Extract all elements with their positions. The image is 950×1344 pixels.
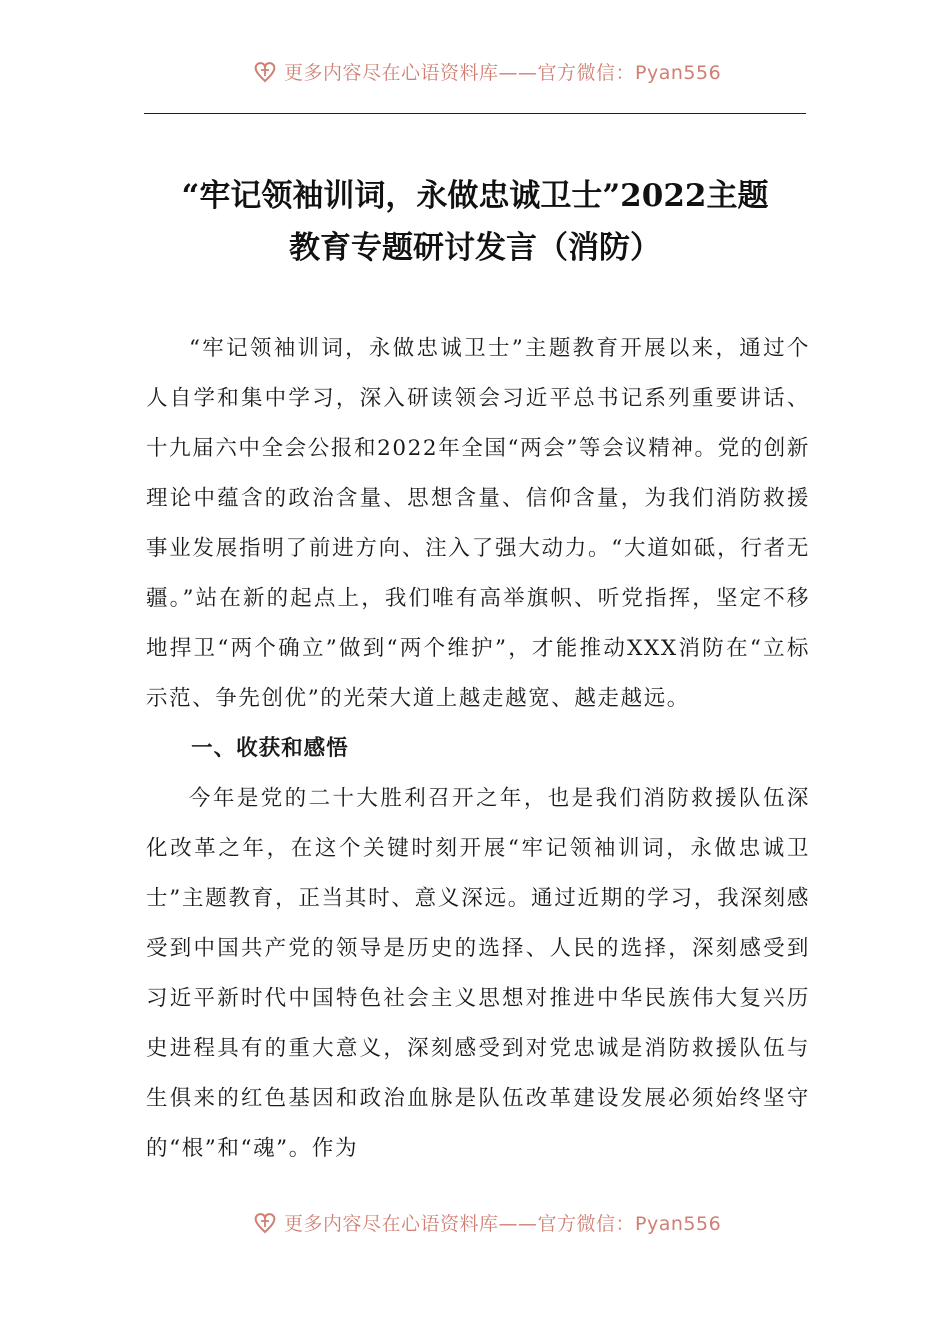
- document-body: [146, 324, 810, 1174]
- title-line-2: 教育专题研讨发言（消防）: [289, 230, 661, 266]
- title-line-1: “牢记领袖训词，永做忠诚卫士”2022主题: [181, 178, 769, 214]
- header-divider: [144, 113, 806, 114]
- watermark-text: 更多内容尽在心语资料库——官方微信：Pyan556: [284, 1213, 722, 1235]
- footer-watermark: [252, 1209, 721, 1236]
- section-heading-1: 一、收获和感悟: [191, 736, 349, 761]
- header-watermark: [252, 58, 721, 85]
- section-1-paragraph: 今年是党的二十大胜利召开之年，也是我们消防救援队伍深化改革之年，在这个关键时刻开展“牢记领袖训词，永做忠诚卫士”主题教育，正当其时、意义深远。通过近期的学习，我深刻感受到中国共产党的领导是历史的选择、人民的选择，深刻感受到习近平新时代中国特色社会主义思想对推进中华民族伟大复兴历史进程具有的重大意义，深刻感受到对党忠诚是消防救援队伍与生俱来的红色基因和政治血脉是队伍改革建设发展必须始终坚守的“根”和“魂”。作为: [146, 786, 810, 1161]
- intro-paragraph: “牢记领袖训词，永做忠诚卫士”主题教育开展以来，通过个人自学和集中学习，深入研读领会习近平总书记系列重要讲话、十九届六中全会公报和2022年全国“两会”等会议精神。党的创新理论中蕴含的政治含量、思想含量、信仰含量，为我们消防救援事业发展指明了前进方向、注入了强大动力。“大道如砥，行者无疆。”站在新的起点上，我们唯有高举旗帜、听党指挥，坚定不移地捍卫“两个确立”做到“两个维护”，才能推动XXX消防在“立标示范、争先创优”的光荣大道上越走越宽、越走越远。: [146, 336, 810, 711]
- document-title: [140, 170, 810, 274]
- brand-logo-icon: [252, 1211, 278, 1235]
- brand-logo-icon: [252, 60, 278, 84]
- watermark-text: 更多内容尽在心语资料库——官方微信：Pyan556: [284, 62, 722, 84]
